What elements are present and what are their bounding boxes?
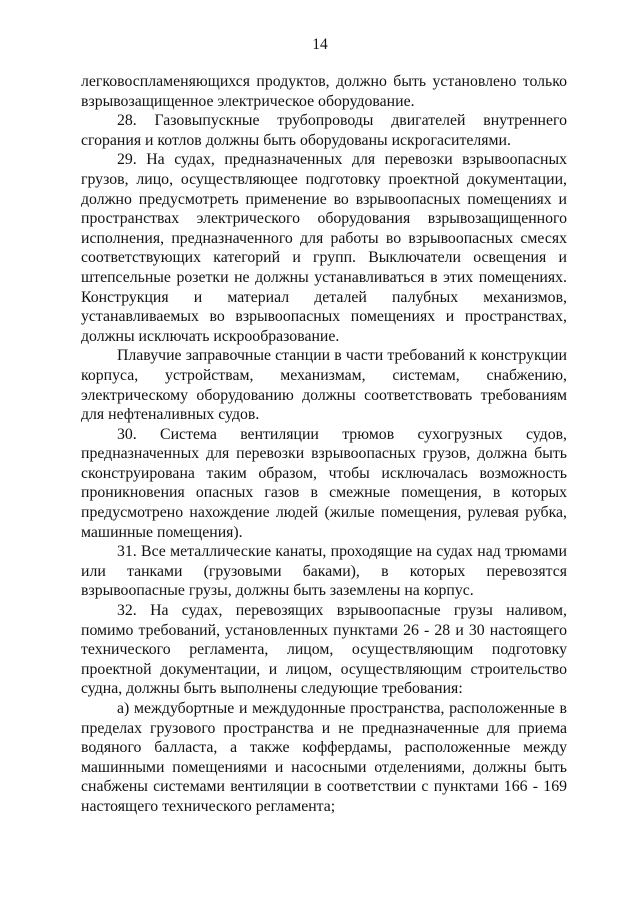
paragraph-item-31: 31. Все металлические канаты, проходящие на судах над трюмами или танками (грузовыми баками), в которых перевозятся взрывоопасные грузы, должны быть заземлены на корпус. (81, 543, 567, 600)
paragraph-item-32a: а) междубортные и междудонные пространства, расположенные в пределах грузового пространства и не предназначенные для приема водяного балласта, а также коффердамы, расположенные между машинными помещениями и насосными отделениями, должны быть снабжены системами вентиляции в соответствии с пунктами 166 - 169 настоящего технического регламента; (81, 700, 567, 815)
paragraph-item-30: 30. Система вентиляции трюмов сухогрузных судов, предназначенных для перевозки взрывоопасных грузов, должна быть сконструирована таким образом, чтобы исключалась возможность проникновения опасных газов в смежные помещения, в которых предусмотрено нахождение людей (жилые помещения, рулевая рубка, машинные помещения). (81, 425, 567, 541)
paragraph-continuation: легковоспламеняющихся продуктов, должно быть установлено только взрывозащищенное электрическое оборудование. (81, 73, 567, 110)
paragraph-floating-stations: Плавучие заправочные станции в части требований к конструкции корпуса, устройствам, механизмам, системам, снабжению, электрическому оборудованию должны соответствовать требованиям для нефтеналивных судов. (81, 347, 567, 424)
paragraph-item-32: 32. На судах, перевозящих взрывоопасные грузы наливом, помимо требований, установленных пунктами 26 - 28 и 30 настоящего технического регламента, лицом, осуществляющим подготовку проектной документации, и лицом, осуществляющим строительство судна, должны быть выполнены следующие требования: (81, 602, 567, 698)
paragraph-item-29: 29. На судах, предназначенных для перевозки взрывоопасных грузов, лицо, осуществляющее подготовку проектной документации, должно предусмотреть применение во взрывоопасных помещениях и пространствах электрического оборудования взрывозащищенного исполнения, предназначенного для работы во взрывоопасных смесях соответствующих категорий и групп. Выключатели освещения и штепсельные розетки не должны устанавливаться в этих помещениях. Конструкция и материал деталей палубных механизмов, устанавливаемых во взрывоопасных помещениях и пространствах, должны исключать искрообразование. (81, 151, 567, 345)
body-text (81, 72, 567, 817)
paragraph-item-28: 28. Газовыпускные трубопроводы двигателей внутреннего сгорания и котлов должны быть оборудованы искрогасителями. (81, 112, 567, 149)
page-number: 14 (312, 36, 328, 53)
